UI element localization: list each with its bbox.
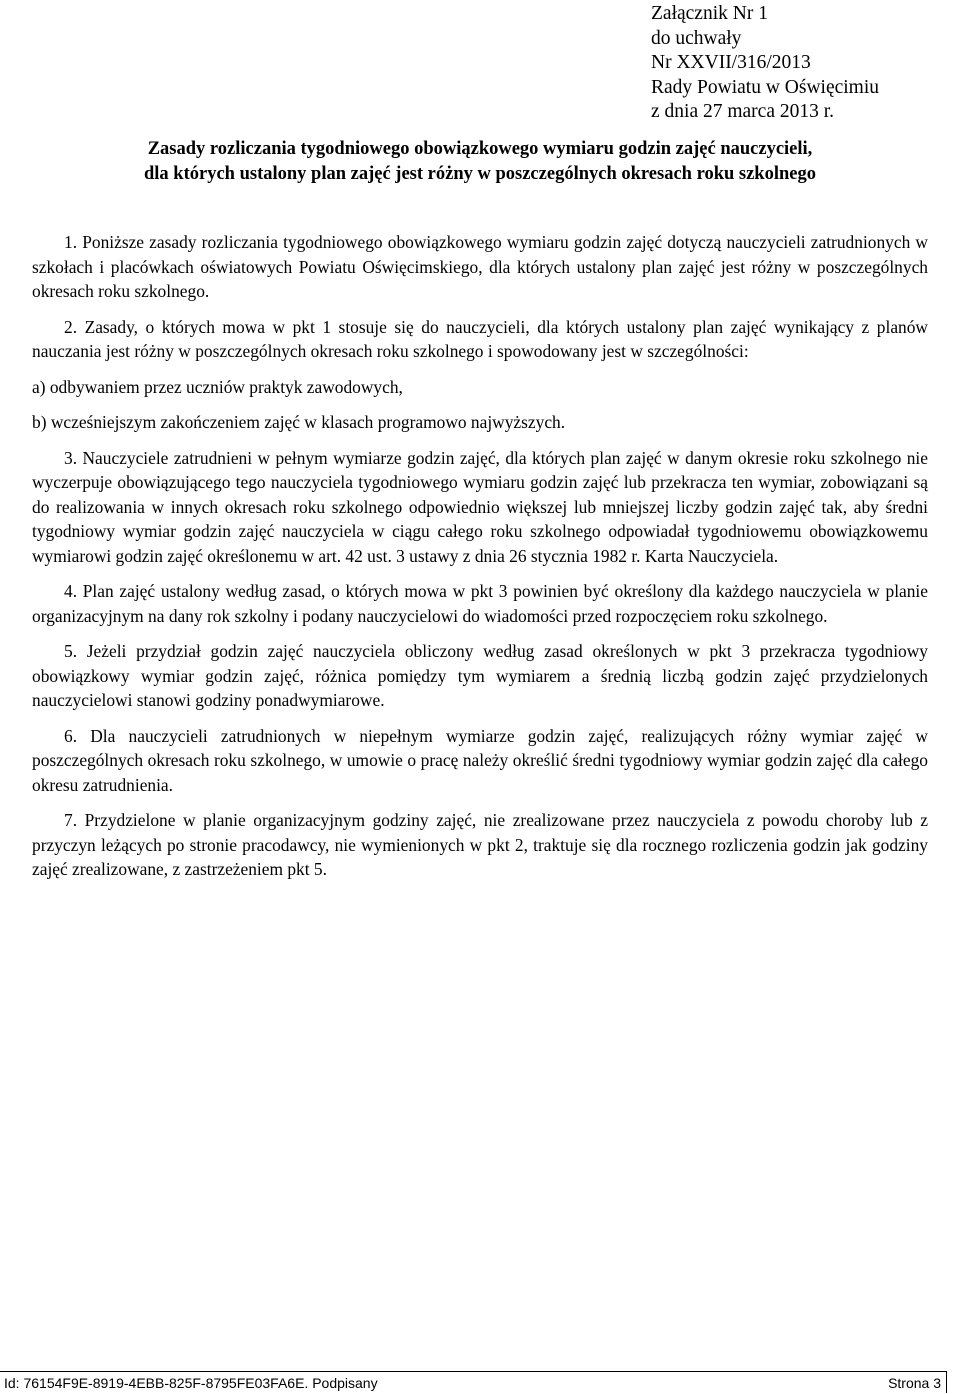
header-line: Nr XXVII/316/2013 bbox=[651, 52, 811, 73]
header-line: do uchwały bbox=[651, 27, 742, 49]
paragraph-6: 6. Dla nauczycieli zatrudnionych w niepełnym wymiarze godzin zajęć, realizujących różny wymiar zajęć w poszczególnych okresach roku szkolnego, w umowie o pracę należy określić średni tygodniowy wymiar godzin zajęć dla całego okresu zatrudnienia. bbox=[32, 725, 928, 795]
list-item-b: b) wcześniejszym zakończeniem zajęć w klasach programowo najwyższych. bbox=[32, 412, 566, 432]
paragraph-4: 4. Plan zajęć ustalony według zasad, o których mowa w pkt 3 powinien być określony dla każdego nauczyciela w planie organizacyjnym na dany rok szkolny i podany nauczycielowi do wiadomości przed rozpoczęciem roku szkolnego. bbox=[32, 581, 928, 626]
paragraph-2: 2. Zasady, o których mowa w pkt 1 stosuje się do nauczycieli, dla których ustalony plan zajęć wynikający z planów nauczania jest różny w poszczególnych okresach roku szkolnego i spowodowany jest w szczególności: bbox=[32, 316, 928, 361]
paragraph-7: 7. Przydzielone w planie organizacyjnym godziny zajęć, nie zrealizowane przez nauczyciela z powodu choroby lub z przyczyn leżących po stronie pracodawcy, nie wymienionych w pkt 2, traktuje się dla rocznego rozliczenia godzin jak godziny zajęć zrealizowane, z zastrzeżeniem pkt 5. bbox=[32, 810, 928, 879]
document-title bbox=[32, 137, 928, 187]
header-line: z dnia 27 marca 2013 r. bbox=[651, 101, 835, 122]
document-id: Id: 76154F9E-8919-4EBB-825F-8795FE03FA6E. Podpisany bbox=[4, 1375, 378, 1391]
paragraph-1: 1. Poniższe zasady rozliczania tygodniowego obowiązkowego wymiaru godzin zajęć dotyczą nauczycieli zatrudnionych w szkołach i placówkach oświatowych Powiatu Oświęcimskiego, dla których ustalony plan zajęć jest różny w poszczególnych okresach roku szkolnego. bbox=[32, 232, 928, 301]
title-line-2: dla których ustalony plan zajęć jest różny w poszczególnych okresach roku szkolnego bbox=[144, 164, 816, 184]
header-line: Rady Powiatu w Oświęcimiu bbox=[651, 76, 880, 98]
attachment-header bbox=[651, 2, 879, 125]
title-line-1: Zasady rozliczania tygodniowego obowiązkowego wymiaru godzin zajęć nauczycieli, bbox=[147, 139, 813, 159]
document-body bbox=[32, 230, 928, 882]
paragraph-3: 3. Nauczyciele zatrudnieni w pełnym wymiarze godzin zajęć, dla których plan zajęć w danym okresie roku szkolnego nie wyczerpuje obowiązującego tego nauczyciela tygodniowego wymiaru godzin zajęć lub przekracza ten wymiar, zobowiązani są do realizowania w innych okresach roku szkolnego odpowiednio większej lub mniejszej liczby godzin zajęć tak, aby średni tygodniowy wymiar godzin zajęć nauczyciela w ciągu całego roku szkolnego odpowiadał tygodniowemu obowiązkowemu wymiarowi godzin zajęć określonemu w art. 42 ust. 3 ustawy z dnia 26 stycznia 1982 r. Karta Nauczyciela. bbox=[32, 447, 928, 566]
list-item-a: a) odbywaniem przez uczniów praktyk zawodowych, bbox=[32, 376, 403, 397]
header-line: Załącznik Nr 1 bbox=[651, 3, 768, 24]
page-number: Strona 3 bbox=[888, 1375, 941, 1391]
page-footer bbox=[0, 1371, 947, 1393]
paragraph-5: 5. Jeżeli przydział godzin zajęć nauczyciela obliczony według zasad określonych w pkt 3 przekracza tygodniowy obowiązkowy wymiar godzin zajęć, różnica pomiędzy tym wymiarem a średnią liczbą godzin zajęć przydzielonych nauczycielowi stanowi godziny ponadwymiarowe. bbox=[32, 641, 928, 710]
